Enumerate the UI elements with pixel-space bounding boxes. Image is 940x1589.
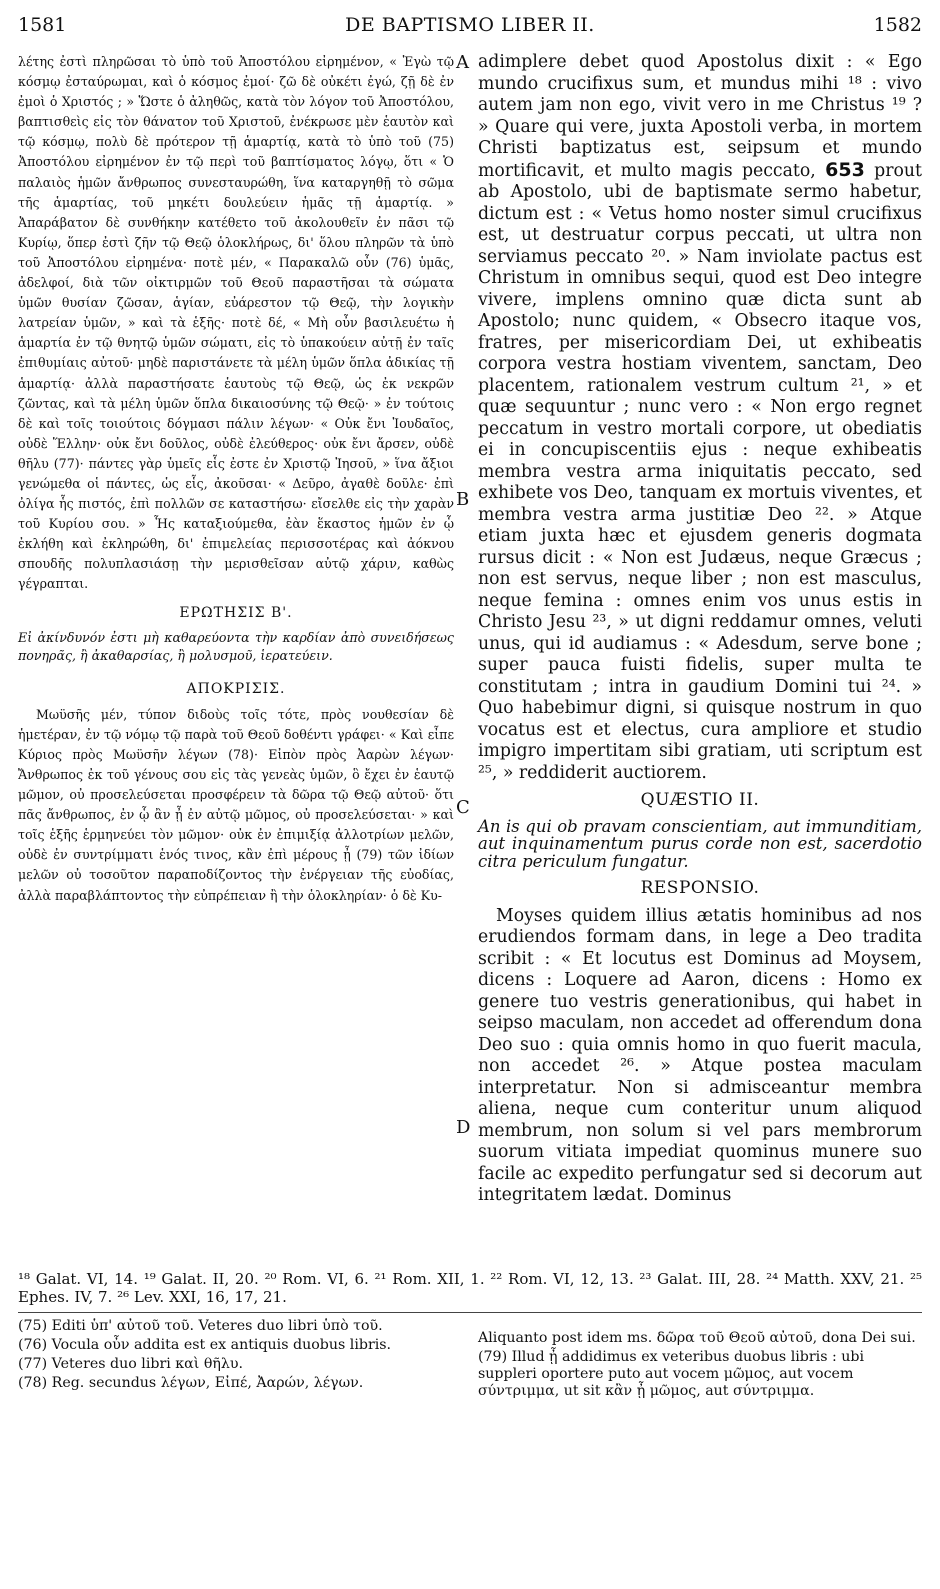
scripture-references: ¹⁸ Galat. VI, 14. ¹⁹ Galat. II, 20. ²⁰ Rom. VI, 6. ²¹ Rom. XII, 1. ²² Rom. VI, 12, 13. ²³ Galat. III, 28. ²⁴ Matth. XXV, 21. ²⁵ Ephes. IV, 7. ²⁶ Lev. XXI, 16, 17, 21. xyxy=(18,1270,922,1306)
running-title: DE BAPTISMO LIBER II. xyxy=(345,14,595,36)
note-78: (78) Reg. secundus λέγων, Εἰπέ, Ἀαρών, λέγων. xyxy=(18,1375,364,1391)
margin-letter-a: A xyxy=(456,52,469,73)
latin-paragraph-2: Moyses quidem illius ætatis hominibus ad nos erudiendos formam dans, in lege a Deo tradita scribit : « Et locutus est Dominus ad Moysem, dicens : Loquere ad Aaron, dicens : Homo ex genere tuo vestris generationibus, qui habet in seipso maculam, non accedet ad offerendum dona Deo suo : quia omnis homo in quo fuerit macula, non accedet ²⁶. » Atque postea maculam interpretatur. Non si admisceantur membra aliena, neque cum conteritur unum aliquod membrum, non solum si vel pars membrorum suorum vitiata impediat quominus munere suo facile ac expedito perfungatur sed si decorum aut integritatem lædat. Dominus xyxy=(478,905,922,1205)
greek-question-heading: ΕΡΩΤΗΣΙΣ Β'. xyxy=(179,604,293,621)
greek-paragraph-2: Μωϋσῆς μέν, τύπον διδοὺς τοῖς τότε, πρὸς νουθεσίαν δὲ ἡμετέραν, ἐν τῷ νόμῳ τῷ παρὰ τοῦ Θεοῦ δοθέντι γράφει· « Καὶ εἶπε Κύριος πρὸς Μωϋσῆν λέγων (78)· Εἰπὸν πρὸς Ἀαρὼν λέγων· Ἄνθρωπος ἐκ τοῦ γένους σου εἰς τὰς γενεὰς ὑμῶν, ὃ ἔχει ἐν ἑαυτῷ μῶμον, οὐ προσελεύσεται προσφέρειν τὰ δῶρα τῷ Θεῷ αὐτοῦ· ὅτι πᾶς ἄνθρωπος, ἐν ᾧ ἂν ᾖ ἐν αὐτῷ μῶμος, οὐ προσελεύσεται· » καὶ τοῖς ἑξῆς ἑρμηνεύει τὸν μῶμον· οὐκ ἐν ἐπιμιξίᾳ ἀλλοτρίων μελῶν, οὐδὲ ἐν συντρίμματι ἑνός τινος, κἂν ἐπὶ μέρους ᾖ (79) τῶν ἰδίων μελῶν οὐ τοσοῦτον παραποδίζοντος τὴν ἐνέργειαν τῆς εὐοδίας, ἀλλὰ παραβλάπτοντος τὴν εὐπρέπειαν ἢ τὴν ὁλοκληρίαν· ὁ δὲ Κυ- xyxy=(18,706,454,903)
greek-response-heading: ΑΠΟΚΡΙΣΙΣ. xyxy=(186,680,286,697)
latin-paragraph-1 xyxy=(478,52,922,784)
latin-column xyxy=(478,52,922,1207)
margin-letter-b: B xyxy=(456,489,470,510)
note-76: (76) Vocula οὖν addita est ex antiquis duobus libris. xyxy=(18,1337,392,1353)
notes-right xyxy=(478,1330,922,1402)
migne-column-marker: 653 xyxy=(825,158,865,181)
page-header xyxy=(18,14,922,40)
margin-letter-c: C xyxy=(456,797,470,818)
latin-paragraph-1b: prout ab Apostolo, ubi de baptismate sermo habetur, dictum est : « Vetus homo noster simul crucifixus est, ut destruatur corpus peccati, ut ultra non serviamus peccato ²⁰. » Nam inviolate pactus est Christum in omnibus sequi, quod est Deo integre vivere, implens omnino quæ dicta sunt ab Apostolo; nunc quidem, « Obsecro itaque vos, fratres, per misericordiam Dei, ut exhibeatis corpora vestra hostiam viventem, sanctam, Deo placentem, rationalem vestrum cultum ²¹, » et quæ sequuntur ; nunc vero : « Non ergo regnet peccatum in vestro mortali corpore, ut obediatis ei in concupiscentiis ejus : neque exhibeatis membra vestra arma iniquitatis peccato, sed exhibete vos Deo, tanquam ex mortuis viventes, et membra vestra arma justitiæ Deo ²². » Atque etiam juxta hæc et ejusdem generis dogmata rursus dicit : « Non est Judæus, neque Græcus ; non est servus, neque liber ; non est masculus, neque femina : omnes enim vos unus estis in Christo Jesu ²³, » ut digni reddamur omnes, veluti unus, qui id audiamus : « Adesdum, serve bone ; super pauca fuisti fidelis, super multa te constitutam ; intra in gaudium Domini tui ²⁴. » Quo habebimur digni, si quisque nostrum in quo vocatus est et electus, cura ampliore et studio impigro impertitam sibi gratiam, uti scriptum est ²⁵, » reddiderit auctiorem. xyxy=(478,160,922,783)
notes-left xyxy=(18,1318,454,1394)
note-78-continued: Aliquanto post idem ms. δῶρα τοῦ Θεοῦ αὐτοῦ, dona Dei sui. xyxy=(478,1330,916,1346)
latin-paragraph-1a: adimplere debet quod Apostolus dixit : « Ego mundo crucifixus sum, et mundus mihi ¹⁸ : vivo autem jam non ego, vivit vero in me Christus ¹⁹ ? » Quare qui vere, juxta Apostoli verba, in mortem Christi baptizatus est, seipsum et mundo mortificavit, et multo magis peccato, xyxy=(478,52,922,181)
note-75: (75) Editi ὑπ' αὐτοῦ τοῦ. Veteres duo libri ὑπὸ τοῦ. xyxy=(18,1318,383,1334)
greek-paragraph-1: λέτης ἐστὶ πληρῶσαι τὸ ὑπὸ τοῦ Ἀποστόλου εἰρημένον, « Ἐγὼ τῷ κόσμῳ ἐσταύρωμαι, καὶ ὁ κόσμος ἐμοί· ζῶ δὲ οὐκέτι ἐγώ, ζῇ δὲ ἐν ἐμοὶ ὁ Χριστός ; » Ὥστε ὁ ἀληθῶς, κατὰ τὸν λόγον τοῦ Ἀποστόλου, βαπτισθεὶς εἰς τὸν θάνατον τοῦ Χριστοῦ, ἐνέκρωσε μὲν ἑαυτὸν καὶ τῷ κόσμῳ, πολὺ δὲ πρότερον τῇ ἁμαρτίᾳ, κατὰ τὸ ὑπὸ τοῦ (75) Ἀποστόλου εἰρημένον ἐν τῷ περὶ τοῦ βαπτίσματος λόγῳ, ὅτι « Ὁ παλαιὸς ἡμῶν ἄνθρωπος συνεσταυρώθη, ἵνα καταργηθῇ τὸ σῶμα τῆς ἁμαρτίας, τοῦ μηκέτι δουλεύειν ἡμᾶς τῇ ἁμαρτίᾳ. » Ἀπαράβατον δὲ συνθήκην κατέθετο τοῦ ἀκολουθεῖν ἐν πᾶσι τῷ Κυρίῳ, ὅπερ ἐστὶ ζῆν τῷ Θεῷ ὁλοκλήρως, δι' ὅλου πληρῶν τὰ ὑπὸ τοῦ Ἀποστόλου εἰρημένα· ποτὲ μέν, « Παρακαλῶ οὖν (76) ὑμᾶς, ἀδελφοί, διὰ τῶν οἰκτιρμῶν τοῦ Θεοῦ παραστῆσαι τὰ σώματα ὑμῶν θυσίαν ζῶσαν, ἁγίαν, εὐάρεστον τῷ Θεῷ, τὴν λογικὴν λατρείαν ὑμῶν, » καὶ τὰ ἑξῆς· ποτὲ δέ, « Μὴ οὖν βασιλευέτω ἡ ἁμαρτία ἐν τῷ θνητῷ ὑμῶν σώματι, εἰς τὸ ὑπακούειν αὐτῇ ἐν ταῖς ἐπιθυμίαις αὐτοῦ· μηδὲ παριστάνετε τὰ μέλη ὑμῶν ὅπλα ἀδικίας τῇ ἁμαρτίᾳ· ἀλλὰ παραστήσατε ἑαυτοὺς τῷ Θεῷ, ὡς ἐκ νεκρῶν ζῶντας, καὶ τὰ μέλη ὑμῶν ὅπλα δικαιοσύνης τῷ Θεῷ· » ἐν τούτοις δὲ καὶ τοῖς τοιούτοις δόγμασι πάλιν λέγων· « Οὐκ ἔνι Ἰουδαῖος, οὐδὲ Ἕλλην· οὐκ ἔνι δοῦλος, οὐδὲ ἐλεύθερος· οὐκ ἔνι ἄρσεν, οὐδὲ θῆλυ (77)· πάντες γὰρ ὑμεῖς εἷς ἐστε ἐν Χριστῷ Ἰησοῦ, » ἵνα ἄξιοι γενώμεθα οἱ πάντες, ὡς εἷς, ἀκοῦσαι· « Δεῦρο, ἀγαθὲ δοῦλε· ἐπὶ ὀλίγα ἧς πιστός, ἐπὶ πολλῶν σε καταστήσω· εἴσελθε εἰς τὴν χαρὰν τοῦ Κυρίου σου. » Ἧς καταξιούμεθα, ἐὰν ἕκαστος ἡμῶν ἐν ᾧ ἐκλήθη καὶ ἐκληρώθη, δι' ἐπιμελείας περισσοτέρας καὶ ἀόκνου σπουδῆς πολυπλασιάσῃ τὴν μερισθεῖσαν αὐτῷ χάριν, καθὼς γέγραπται. xyxy=(18,54,454,592)
footnote-divider xyxy=(18,1312,922,1313)
greek-question: Εἰ ἀκίνδυνόν ἐστι μὴ καθαρεύοντα τὴν καρδίαν ἀπὸ συνειδήσεως πονηρᾶς, ἢ ἀκαθαρσίας, ἢ μολυσμοῦ, ἱερατεύειν. xyxy=(18,629,454,663)
page-number-left: 1581 xyxy=(18,14,67,36)
note-77: (77) Veteres duo libri καὶ θῆλυ. xyxy=(18,1356,243,1372)
margin-letter-d: D xyxy=(456,1117,471,1138)
latin-question: An is qui ob pravam conscientiam, aut immunditiam, aut inquinamentum purus corde non est, sacerdotio citra periculum fungatur. xyxy=(478,816,922,871)
note-79: (79) Illud ᾖ addidimus ex veteribus duobus libris : ubi suppleri oportere puto aut vocem μῶμος, aut vocem σύντριμμα, ut sit κἂν ᾖ μῶμος, aut σύντριμμα. xyxy=(478,1349,865,1399)
greek-column xyxy=(18,52,454,906)
latin-question-heading: QUÆSTIO II. xyxy=(640,790,760,810)
latin-response-heading: RESPONSIO. xyxy=(640,878,760,898)
page-number-right: 1582 xyxy=(873,14,922,36)
